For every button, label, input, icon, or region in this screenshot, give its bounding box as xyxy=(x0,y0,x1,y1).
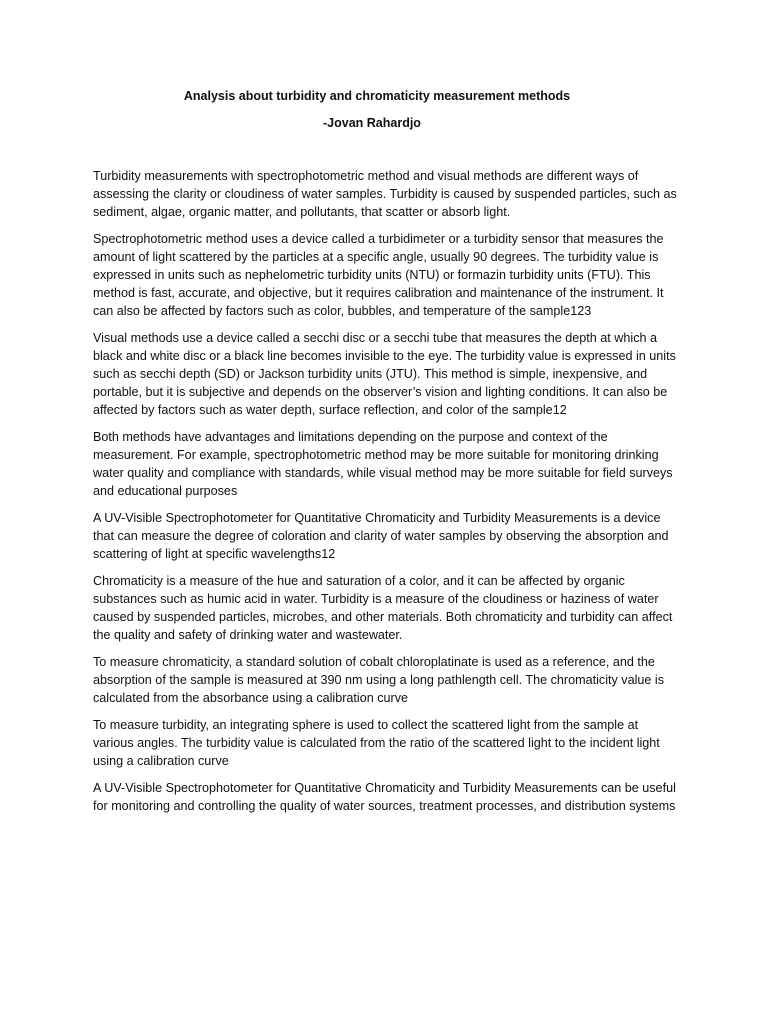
paragraph-spectrophotometric-method: Spectrophotometric method uses a device called a turbidimeter or a turbidity sensor that measures the amount of light scattered by the particles at a specific angle, usually 90 degrees. The turbidity value is expressed in units such as nephelometric turbidity units (NTU) or formazin turbidity units (FTU). This method is fast, accurate, and objective, but it requires calibration and maintenance of the instrument. It can also be affected by factors such as color, bubbles, and temperature of the sample123 xyxy=(93,231,664,319)
document-author: -Jovan Rahardjo xyxy=(323,116,421,130)
paragraph-conclusion: A UV-Visible Spectrophotometer for Quantitative Chromaticity and Turbidity Measurements can be useful for monitoring and controlling the quality of water sources, treatment processes, and distribution systems xyxy=(93,780,676,813)
paragraph-measure-chromaticity: To measure chromaticity, a standard solution of cobalt chloroplatinate is used as a reference, and the absorption of the sample is measured at 390 nm using a long pathlength cell. The chromaticity value is calculated from the absorbance using a calibration curve xyxy=(93,654,665,705)
paragraph-measure-turbidity: To measure turbidity, an integrating sphere is used to collect the scattered light from the sample at various angles. The turbidity value is calculated from the ratio of the scattered light to the incident light using a calibration curve xyxy=(93,717,660,768)
paragraph-uv-vis-spectrophotometer: A UV-Visible Spectrophotometer for Quantitative Chromaticity and Turbidity Measurements is a device that can measure the degree of coloration and clarity of water samples by observing the absorption and scattering of light at specific wavelengths12 xyxy=(93,510,669,562)
paragraph-advantages-limitations: Both methods have advantages and limitations depending on the purpose and context of the measurement. For example, spectrophotometric method may be more suitable for monitoring drinking water quality and compliance with standards, while visual method may be more suitable for field surveys and educational purposes xyxy=(93,430,673,499)
paragraph-visual-methods: Visual methods use a device called a secchi disc or a secchi tube that measures the depth at which a black and white disc or a black line becomes invisible to the eye. The turbidity value is expressed in units such as secchi depth (SD) or Jackson turbidity units (JTU). This method is simple, inexpensive, and portable, but it is subjective and depends on the observer’s vision and lighting conditions. It can also be affected by factors such as water depth, surface reflection, and color of the sample12 xyxy=(93,330,676,418)
document-title: Analysis about turbidity and chromaticity measurement methods xyxy=(183,89,571,103)
document-body xyxy=(93,167,678,823)
paragraph-chromaticity-definition: Chromaticity is a measure of the hue and saturation of a color, and it can be affected by organic substances such as humic acid in water. Turbidity is a measure of the cloudiness or haziness of water caused by suspended particles, microbes, and other materials. Both chromaticity and turbidity can affect the quality and safety of drinking water and wastewater. xyxy=(93,573,673,643)
paragraph-turbidity-intro: Turbidity measurements with spectrophotometric method and visual methods are different ways of assessing the clarity or cloudiness of water samples. Turbidity is caused by suspended particles, such as sediment, algae, organic matter, and pollutants, that scatter or absorb light. xyxy=(93,169,677,220)
